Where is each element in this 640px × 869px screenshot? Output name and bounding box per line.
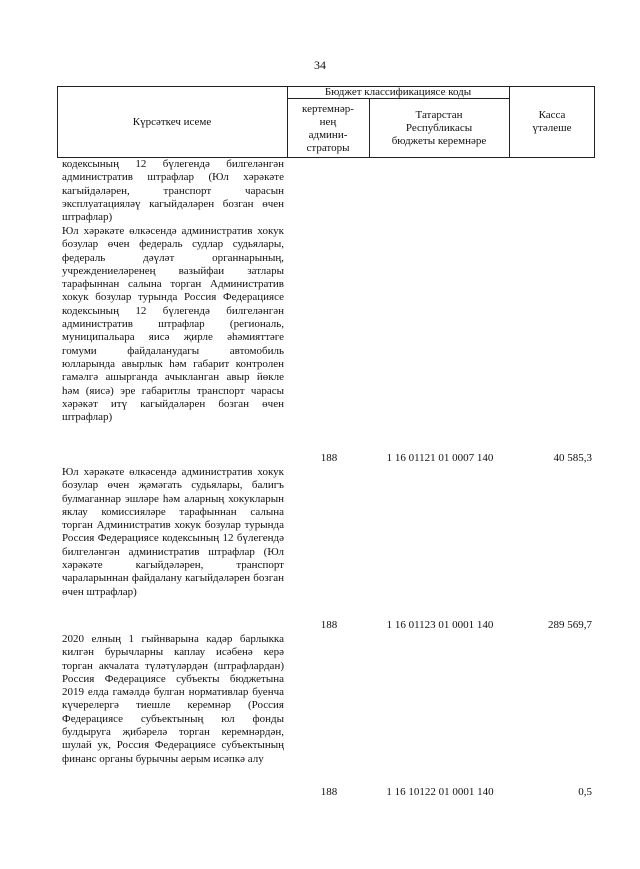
header-budget-codes-title: Бюджет классификациясе коды	[324, 85, 472, 98]
header-indicator-name: Күрсәткеч исеме	[132, 115, 212, 128]
header-revenues: Татарстан Республикасы бюджеты керемнәре	[391, 109, 487, 147]
header-cash: Касса үтәлеше	[532, 109, 572, 134]
table-row-description: 2020 елның 1 гыйнварына кадәр барлыкка килгән бурычларны каплау исәбенә керә торган акчалата түләтүләрдән (штрафлардан) Россия Федерациясе субъекты бюджетына 2019 елда гамәлдә булган нормативлар буенча күчерелергә тиешле керемнәр (Россия Федерациясе субъектының юл фонды булдыруга җибәрелә торган керемнәрдән, шулай ук, Россия Федерациясе субъектының финанс органы бурычны аерым исәпкә алу	[62, 633, 284, 765]
table-row-admin-code: 188	[320, 452, 338, 464]
table-row-admin-code: 188	[320, 786, 338, 798]
table-row-amount: 289 569,7	[548, 619, 592, 631]
table-row-revenue-code: 1 16 10122 01 0001 140	[386, 786, 494, 798]
table-row-admin-code: 188	[320, 619, 338, 631]
table-row-description: Юл хәрәкәте өлкәсендә административ хокук бозулар өчен федераль судлар судьялары, федераль дәүләт органнарының, учреждениеләренең вазыйфаи затлары тарафыннан салына торган Административ хокук бозулар турында Россия Федерациясе кодексының 12 бүлегендә билгеләнгән административ штрафлар (региональ, муниципальара яисә җирле әһәмияттәге гомуми файдаланудагы автомобиль юлларында авырлык һәм габарит контролен гамәлгә ашырганда ачыкланган авыр йөкле һәм (яисә) эре габаритлы транспорт чарасы хәрәкәт итү кагыйдәләрен бозган өчен штрафлар)	[62, 225, 284, 424]
table-row-revenue-code: 1 16 01121 01 0007 140	[386, 452, 494, 464]
table-row-description: Юл хәрәкәте өлкәсендә административ хокук бозулар өчен җәмәгать судьялары, балигъ булмаганнар эшләре һәм аларның хокукларын яклау комиссияләре тарафыннан салына торган Административ хокук бозулар турында Россия Федерациясе кодексының 12 бүлегендә билгеләнгән административ штрафлар (Юл хәрәкәте кагыйдәләрен, транспорт чараларыннан файдалану кагыйдәләрен бозган өчен штрафлар)	[62, 466, 284, 598]
table-row-revenue-code: 1 16 01123 01 0001 140	[386, 619, 494, 631]
table-row-description: кодексының 12 бүлегендә билгеләнгән административ штрафлар (Юл хәрәкәте кагыйдәләрен, транспорт чарасын эксплуатацияләү кагыйдәләрен бозган өчен штрафлар)	[62, 158, 284, 224]
header-administrators: кертемнәр- нең админи- страторы	[302, 102, 354, 154]
page-number: 34	[314, 58, 326, 72]
table-row-amount: 40 585,3	[553, 452, 592, 464]
table-row-amount: 0,5	[578, 786, 592, 798]
